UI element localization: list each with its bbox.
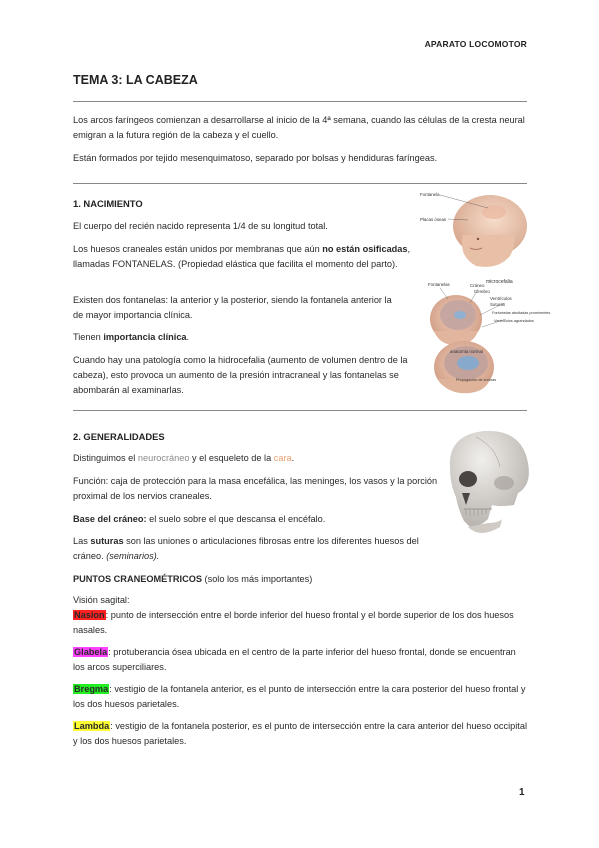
intro-paragraph-2: Están formados por tejido mesenquimatoso, separado por bolsas y hendiduras faríngeas. — [73, 153, 438, 163]
point-glabela: Glabela: protuberancia ósea ubicada en el centro de la parte inferior del hueso frontal, donde se encuentran los arcos superciliares. — [73, 647, 516, 672]
vision-sagital-label: Visión sagital: — [73, 595, 130, 605]
label-fontanela: Fontanela — [420, 192, 440, 197]
point-bregma: Bregma: vestigio de la fontanela anterior, es el punto de intersección entre la cara posterior del hueso frontal y los dos huesos parietales. — [73, 684, 526, 709]
skull-figure — [440, 427, 532, 545]
label-anatomia-normal: anatomía normal — [450, 349, 483, 354]
divider — [73, 410, 527, 411]
divider — [73, 183, 527, 184]
point-nasion: Nasion: punto de intersección entre el borde inferior del hueso frontal y el borde superior de los dos huesos nasales. — [73, 610, 514, 635]
nacimiento-paragraph-5: Cuando hay una patología como la hidrocefalia (aumento de volumen dentro de la cabeza), esto provoca un aumento de la presión intracraneal y las fontanelas se abombarán al examinarlas. — [73, 355, 408, 395]
label-fontanelas: Fontanelas — [428, 282, 450, 287]
label-microcefalia: microcefalia — [486, 279, 513, 285]
label-cerebro: Cerebro — [474, 289, 490, 294]
page-title: TEMA 3: LA CABEZA — [73, 73, 198, 87]
generalidades-paragraph-4: Las suturas son las uniones o articulaciones fibrosas entre los diferentes huesos del cráneo. (seminarios). — [73, 536, 419, 561]
label-suturas: Suturas — [490, 302, 506, 307]
running-header: APARATO LOCOMOTOR — [424, 39, 527, 49]
divider — [73, 101, 527, 102]
term-lambda: Lambda — [74, 721, 110, 731]
generalidades-paragraph-2: Función: caja de protección para la masa encefálica, las meninges, los vasos y la porción proximal de los nervios craneales. — [73, 476, 438, 501]
term-bregma: Bregma — [74, 684, 109, 694]
label-ventriculos: Ventrículos — [490, 296, 512, 301]
baby-head-figure — [418, 190, 528, 270]
label-fontanelas-abultadas: Fontanelas abultadas prominentes — [492, 311, 551, 315]
term-glabela: Glabela — [74, 647, 108, 657]
hydrocephalus-figure — [420, 275, 551, 400]
section-heading-nacimiento: 1. NACIMIENTO — [73, 198, 143, 209]
point-lambda: Lambda: vestigio de la fontanela posterior, es el punto de intersección entre la cara anterior del hueso occipital y los dos huesos parietales. — [73, 721, 527, 746]
section-heading-generalidades: 2. GENERALIDADES — [73, 431, 165, 442]
generalidades-paragraph-3: Base del cráneo: el suelo sobre el que descansa el encéfalo. — [73, 514, 326, 524]
nacimiento-paragraph-2: Los huesos craneales están unidos por membranas que aún no están osificadas, llamadas FONTANELAS. (Propiedad elástica que facilita el momento del parto). — [73, 244, 411, 269]
label-placas: Placas óseas — [420, 217, 447, 222]
label-ventriculos-agrandados: Ventrículos agrandados — [494, 319, 534, 323]
term-nasion: Nasion — [74, 610, 105, 620]
label-craneo: Cráneo — [470, 283, 485, 288]
label-propagacion: Propagación de suturas — [456, 378, 497, 382]
intro-paragraph-1: Los arcos faríngeos comienzan a desarrollarse al inicio de la 4ª semana, cuando las células de la cresta neural emigran a la futura región de la cabeza y el cuello. — [73, 115, 525, 140]
nacimiento-paragraph-1: El cuerpo del recién nacido representa 1/4 de su longitud total. — [73, 221, 328, 231]
generalidades-paragraph-1: Distinguimos el neurocráneo y el esqueleto de la cara. — [73, 453, 295, 463]
nacimiento-paragraph-3: Existen dos fontanelas: la anterior y la posterior, siendo la fontanela anterior la de mayor importancia clínica. — [73, 295, 392, 320]
nacimiento-paragraph-4: Tienen importancia clínica. — [73, 332, 190, 342]
page-number: 1 — [519, 787, 525, 798]
puntos-heading: PUNTOS CRANEOMÉTRICOS (solo los más importantes) — [73, 574, 313, 584]
